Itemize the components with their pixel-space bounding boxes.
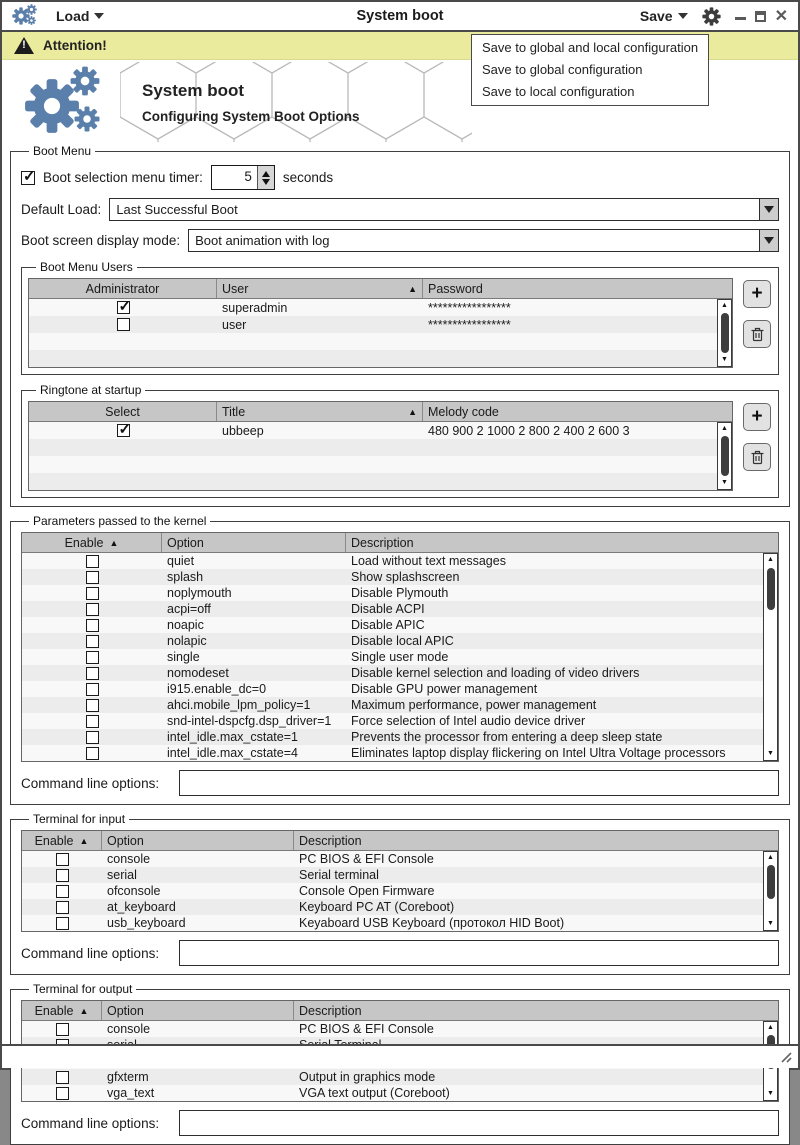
- terminal-input-scrollbar[interactable]: [763, 851, 778, 931]
- enable-checkbox[interactable]: [56, 1087, 69, 1100]
- scroll-up-icon[interactable]: ▲: [767, 1024, 774, 1031]
- description-cell: Disable APIC: [351, 618, 425, 632]
- option-cell: nolapic: [167, 634, 207, 648]
- table-row[interactable]: [22, 915, 778, 931]
- display-mode-value: Boot animation with log: [195, 233, 330, 248]
- title-cell: ubbeep: [222, 423, 264, 438]
- ringtone-table: [28, 401, 733, 491]
- window-title: System boot: [356, 8, 444, 24]
- description-cell: Load without text messages: [351, 554, 506, 568]
- combo-dropdown-icon[interactable]: [759, 199, 778, 220]
- boot-menu-group: [10, 144, 790, 507]
- trash-icon: [750, 326, 765, 342]
- cmdline-label: Command line options:: [21, 945, 160, 961]
- ringtone-group: [21, 383, 779, 498]
- app-gears-icon: [12, 4, 39, 28]
- cmdline-label: Command line options:: [21, 1115, 160, 1131]
- timer-value: 5: [244, 169, 252, 184]
- description-cell: Keyaboard USB Keyboard (протокол HID Boot): [299, 916, 565, 930]
- option-cell: vga_text: [107, 1086, 155, 1100]
- table-row[interactable]: [22, 697, 778, 713]
- option-cell: nomodeset: [167, 666, 229, 680]
- enable-checkbox[interactable]: [86, 699, 99, 712]
- option-cell: usb_keyboard: [107, 916, 186, 930]
- sort-asc-icon: ▲: [79, 1005, 89, 1016]
- option-cell: splash: [167, 570, 204, 584]
- scrollbar-thumb[interactable]: [767, 568, 775, 610]
- scroll-up-icon[interactable]: ▲: [767, 556, 774, 563]
- settings-gear-icon[interactable]: [702, 7, 721, 26]
- sort-asc-icon: ▲: [79, 835, 89, 846]
- table-row[interactable]: [29, 316, 732, 333]
- enable-checkbox[interactable]: [86, 651, 99, 664]
- description-cell: Serial terminal: [299, 868, 379, 882]
- scroll-down-icon[interactable]: ▼: [721, 479, 728, 486]
- password-cell: *****************: [428, 317, 511, 332]
- minimize-button[interactable]: [735, 17, 746, 20]
- terminal-output-legend: Terminal for output: [33, 982, 133, 996]
- users-header-user[interactable]: User ▲: [217, 279, 423, 298]
- table-row[interactable]: [22, 585, 778, 601]
- description-cell: PC BIOS & EFI Console: [299, 852, 434, 866]
- table-row[interactable]: [22, 617, 778, 633]
- description-cell: Disable ACPI: [351, 602, 425, 616]
- option-cell: serial: [107, 868, 137, 882]
- spinner-arrows-icon[interactable]: [257, 166, 274, 189]
- description-cell: Show splashscreen: [351, 570, 460, 584]
- plus-icon: +: [751, 283, 763, 304]
- enable-checkbox[interactable]: [86, 603, 99, 616]
- ringtone-header-title[interactable]: Title ▲: [217, 402, 423, 421]
- add-ringtone-button[interactable]: [743, 403, 771, 431]
- delete-user-button[interactable]: [743, 320, 771, 348]
- description-cell: Maximum performance, power management: [351, 698, 597, 712]
- table-row-empty: [29, 350, 732, 367]
- kernel-header-option[interactable]: Option: [162, 533, 346, 552]
- terminal-output-cmdline-input[interactable]: [179, 1110, 779, 1136]
- option-cell: intel_idle.max_cstate=4: [167, 746, 298, 760]
- close-button[interactable]: ✕: [774, 7, 788, 25]
- add-user-button[interactable]: [743, 280, 771, 308]
- menu-item-save-global-and-local[interactable]: Save to global and local configuration: [482, 40, 699, 55]
- boot-menu-users-legend: Boot Menu Users: [40, 260, 133, 274]
- warning-icon: !: [14, 37, 34, 54]
- description-cell: VGA text output (Coreboot): [299, 1086, 450, 1100]
- enable-checkbox[interactable]: [56, 917, 69, 930]
- table-row[interactable]: [22, 553, 778, 569]
- tout-header-enable[interactable]: Enable ▲: [22, 1001, 102, 1020]
- enable-checkbox[interactable]: [56, 1023, 69, 1036]
- enable-checkbox[interactable]: [56, 901, 69, 914]
- scroll-down-icon[interactable]: ▼: [767, 1090, 774, 1097]
- ringtone-table-header: [29, 402, 732, 422]
- option-cell: gfxterm: [107, 1070, 149, 1084]
- table-row-empty: [29, 439, 732, 456]
- scroll-up-icon[interactable]: ▲: [721, 302, 728, 309]
- description-cell: Single user mode: [351, 650, 449, 664]
- description-cell: PC BIOS & EFI Console: [299, 1022, 434, 1036]
- kernel-table-header: [22, 533, 778, 553]
- title-bar: [2, 2, 798, 32]
- table-row-empty: [29, 333, 732, 350]
- terminal-input-group: [10, 812, 790, 975]
- enable-checkbox[interactable]: [86, 635, 99, 648]
- enable-checkbox[interactable]: [86, 747, 99, 760]
- enable-checkbox[interactable]: [86, 683, 99, 696]
- trash-icon: [750, 449, 765, 465]
- description-cell: Disable Plymouth: [351, 586, 449, 600]
- description-cell: Keyboard PC AT (Coreboot): [299, 900, 455, 914]
- enable-checkbox[interactable]: [86, 667, 99, 680]
- option-cell: ahci.mobile_lpm_policy=1: [167, 698, 311, 712]
- table-row-empty: [29, 473, 732, 490]
- enable-checkbox[interactable]: [56, 885, 69, 898]
- table-row[interactable]: [22, 899, 778, 915]
- timer-unit-label: seconds: [282, 170, 334, 185]
- option-cell: console: [107, 852, 151, 866]
- tin-header-enable[interactable]: Enable ▲: [22, 831, 102, 850]
- menu-item-save-local[interactable]: Save to local configuration: [482, 84, 635, 99]
- description-cell: Disable GPU power management: [351, 682, 538, 696]
- option-cell: snd-intel-dspcfg.dsp_driver=1: [167, 714, 332, 728]
- table-row[interactable]: [22, 665, 778, 681]
- option-cell: noplymouth: [167, 586, 232, 600]
- enable-checkbox[interactable]: [86, 571, 99, 584]
- scroll-up-icon[interactable]: ▲: [767, 854, 774, 861]
- menu-item-save-global[interactable]: Save to global configuration: [482, 62, 643, 77]
- boot-menu-legend: Boot Menu: [33, 144, 92, 158]
- option-cell: noapic: [167, 618, 204, 632]
- save-menu-label: Save: [639, 8, 673, 24]
- scrollbar-thumb[interactable]: [767, 865, 775, 899]
- table-row[interactable]: [22, 1069, 778, 1085]
- kernel-params-table: [21, 532, 779, 762]
- enable-checkbox[interactable]: [56, 1071, 69, 1084]
- enable-checkbox[interactable]: [86, 587, 99, 600]
- kernel-cmdline-input[interactable]: [179, 770, 779, 796]
- table-row[interactable]: [22, 867, 778, 883]
- chevron-down-icon: [94, 13, 104, 19]
- kernel-table-scrollbar[interactable]: [763, 553, 778, 761]
- users-header-administrator[interactable]: Administrator: [29, 279, 217, 298]
- tout-header-option[interactable]: Option: [102, 1001, 294, 1020]
- option-cell: single: [167, 650, 200, 664]
- description-cell: Eliminates laptop display flickering on Intel Ultra Voltage processors: [351, 746, 726, 760]
- description-cell: Console Open Firmware: [299, 884, 435, 898]
- tin-header-option[interactable]: Option: [102, 831, 294, 850]
- delete-ringtone-button[interactable]: [743, 443, 771, 471]
- option-cell: quiet: [167, 554, 195, 568]
- scroll-up-icon[interactable]: ▲: [721, 425, 728, 432]
- sort-asc-icon: ▲: [408, 283, 417, 294]
- ringtone-header-select[interactable]: Select: [29, 402, 217, 421]
- enable-checkbox[interactable]: [86, 731, 99, 744]
- description-cell: Output in graphics mode: [299, 1070, 436, 1084]
- ringtone-header-melody[interactable]: Melody code: [428, 404, 499, 419]
- description-cell: Disable kernel selection and loading of video drivers: [351, 666, 640, 680]
- sort-asc-icon: ▲: [109, 537, 119, 548]
- display-mode-label: Boot screen display mode:: [21, 233, 181, 248]
- table-row[interactable]: [22, 569, 778, 585]
- save-dropdown-menu: [471, 34, 709, 106]
- users-table: [28, 278, 733, 368]
- kernel-params-group: [10, 514, 790, 805]
- timer-spinner[interactable]: [211, 165, 275, 190]
- timer-checkbox[interactable]: [21, 171, 35, 185]
- tout-header-description[interactable]: Description: [299, 1003, 362, 1018]
- kernel-params-legend: Parameters passed to the kernel: [33, 514, 207, 528]
- select-checkbox[interactable]: [117, 424, 130, 437]
- option-cell: acpi=off: [167, 602, 211, 616]
- option-cell: intel_idle.max_cstate=1: [167, 730, 298, 744]
- table-row[interactable]: [22, 1021, 778, 1037]
- ringtone-table-scrollbar[interactable]: [717, 422, 732, 490]
- default-load-value: Last Successful Boot: [116, 202, 238, 217]
- table-row[interactable]: [22, 633, 778, 649]
- users-table-header: [29, 279, 732, 299]
- option-cell: ofconsole: [107, 884, 161, 898]
- tin-header-description[interactable]: Description: [299, 833, 362, 848]
- page-title: System boot: [142, 80, 245, 100]
- save-menu-button[interactable]: [640, 8, 688, 24]
- default-load-label: Default Load:: [21, 202, 102, 217]
- table-row[interactable]: [22, 883, 778, 899]
- maximize-button[interactable]: [755, 11, 766, 22]
- option-cell: i915.enable_dc=0: [167, 682, 267, 696]
- description-cell: Force selection of Intel audio device driver: [351, 714, 586, 728]
- kernel-header-description[interactable]: Description: [351, 535, 414, 550]
- load-menu-label: Load: [56, 8, 90, 24]
- enable-checkbox[interactable]: [56, 853, 69, 866]
- melody-cell: 480 900 2 1000 2 800 2 400 2 600 3: [428, 423, 630, 438]
- description-cell: Disable local APIC: [351, 634, 454, 648]
- users-table-scrollbar[interactable]: [717, 299, 732, 367]
- description-cell: Prevents the processor from entering a deep sleep state: [351, 730, 663, 744]
- administrator-checkbox[interactable]: [117, 318, 130, 331]
- scrollbar-thumb[interactable]: [721, 436, 729, 476]
- scroll-down-icon[interactable]: ▼: [721, 356, 728, 363]
- terminal-input-header: [22, 831, 778, 851]
- attention-label: Attention!: [43, 38, 107, 53]
- enable-checkbox[interactable]: [86, 715, 99, 728]
- scrollbar-thumb[interactable]: [721, 313, 729, 353]
- password-cell: *****************: [428, 300, 511, 315]
- load-menu-button[interactable]: [12, 4, 104, 28]
- users-header-password[interactable]: Password: [428, 281, 483, 296]
- table-row[interactable]: [22, 1085, 778, 1101]
- table-row[interactable]: [29, 299, 732, 316]
- scroll-down-icon[interactable]: ▼: [767, 920, 774, 927]
- enable-checkbox[interactable]: [86, 619, 99, 632]
- table-row-empty: [29, 456, 732, 473]
- table-row[interactable]: [22, 649, 778, 665]
- display-mode-combobox[interactable]: [188, 229, 779, 252]
- app-logo-gears-icon: [18, 66, 110, 138]
- option-cell: console: [107, 1022, 151, 1036]
- table-row[interactable]: [22, 745, 778, 761]
- resize-grip-icon[interactable]: [779, 1050, 793, 1064]
- chevron-down-icon: [678, 13, 688, 19]
- cmdline-label: Command line options:: [21, 775, 160, 791]
- default-load-combobox[interactable]: [109, 198, 779, 221]
- scroll-down-icon[interactable]: ▼: [767, 750, 774, 757]
- terminal-input-table: [21, 830, 779, 932]
- table-row[interactable]: [22, 681, 778, 697]
- terminal-input-cmdline-input[interactable]: [179, 940, 779, 966]
- user-cell: superadmin: [222, 300, 288, 315]
- combo-dropdown-icon[interactable]: [759, 230, 778, 251]
- terminal-input-legend: Terminal for input: [33, 812, 126, 826]
- timer-label: Boot selection menu timer:: [43, 170, 203, 185]
- option-cell: at_keyboard: [107, 900, 176, 914]
- kernel-header-enable[interactable]: Enable ▲: [22, 533, 162, 552]
- ringtone-legend: Ringtone at startup: [40, 383, 142, 397]
- table-row[interactable]: [22, 713, 778, 729]
- status-bar: [2, 1044, 798, 1068]
- terminal-output-header: [22, 1001, 778, 1021]
- table-row[interactable]: [22, 601, 778, 617]
- table-row[interactable]: [22, 729, 778, 745]
- sort-asc-icon: ▲: [408, 406, 417, 417]
- enable-checkbox[interactable]: [56, 869, 69, 882]
- page-subtitle: Configuring System Boot Options: [142, 108, 360, 124]
- administrator-checkbox[interactable]: [117, 301, 130, 314]
- table-row[interactable]: [22, 851, 778, 867]
- boot-menu-users-group: [21, 260, 779, 375]
- user-cell: user: [222, 317, 247, 332]
- table-row[interactable]: [29, 422, 732, 439]
- enable-checkbox[interactable]: [86, 555, 99, 568]
- plus-icon: +: [751, 406, 763, 427]
